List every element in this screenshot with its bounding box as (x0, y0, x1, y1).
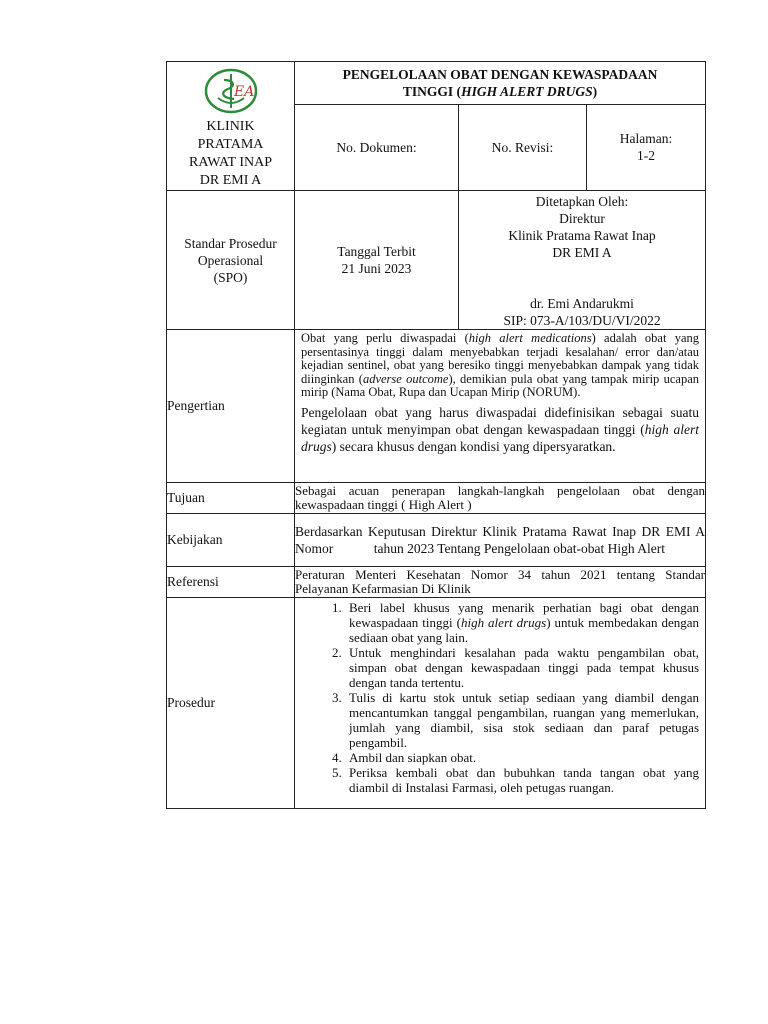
document-title (295, 62, 706, 105)
tanggal-terbit-cell (295, 191, 459, 330)
halaman-cell (587, 104, 706, 190)
pengertian-label: Pengertian (167, 330, 295, 483)
spo-label-line: Operasional (197, 252, 264, 268)
halaman-label: Halaman: (619, 131, 673, 147)
prosedur-label: Prosedur (167, 598, 295, 809)
prosedur-steps-list (295, 598, 705, 797)
pengertian-content (295, 330, 706, 483)
tujuan-text: Sebagai acuan penerapan langkah-langkah pengelolaan obat dengan kewaspadaan tinggi ( High Alert ) (295, 483, 706, 512)
spo-label-line: (SPO) (213, 269, 248, 285)
clinic-name-line: PRATAMA (197, 137, 264, 152)
italic-term: high alert medications (468, 331, 592, 345)
tujuan-label: Tujuan (167, 483, 295, 514)
kebijakan-label: Kebijakan (167, 514, 295, 567)
text-segment: Tulis di kartu stok untuk setiap sediaan yang diambil dengan mencantumkan tanggal pengambilan, ruangan yang memerlukan, jumlah yang diambil, sisa stok sediaan dan paraf petugas pengambil. (349, 690, 700, 750)
pengertian-paragraph-1 (295, 330, 705, 402)
kebijakan-text: Berdasarkan Keputusan Direktur Klinik Pratama Rawat Inap DR EMI A Nomor tahun 2023 Tentang Pengelolaan obat-obat High Alert (295, 514, 706, 567)
referensi-text: Peraturan Menteri Kesehatan Nomor 34 tahun 2021 tentang Standar Pelayanan Kefarmasian Di Klinik (295, 567, 706, 596)
spo-document-table (166, 61, 706, 809)
spo-label-cell (167, 191, 295, 330)
prosedur-step (345, 750, 699, 765)
prosedur-step (345, 645, 699, 690)
text-segment: Periksa kembali obat dan bubuhkan tanda tangan obat yang diambil di Instalasi Farmasi, oleh petugas ruangan. (349, 765, 700, 795)
halaman-value: 1-2 (637, 148, 655, 164)
prosedur-step (345, 690, 699, 750)
clinic-name (189, 118, 272, 190)
text-segment: ) adalah obat yang persentasinya tinggi dalam menyebabkan terjadi kesalahan/ error dan/atau kejadian sentinel, obat yang beresiko tinggi menyebabkan dampak yang tidak diinginkan ( (301, 331, 700, 386)
spo-label-line: Standar Prosedur (184, 235, 277, 251)
tanggal-terbit-value: 21 Juni 2023 (341, 261, 412, 276)
prosedur-step (345, 765, 699, 795)
text-segment: Beri label khusus yang menarik perhatian bagi obat dengan kewaspadaan tinggi ( (349, 600, 700, 630)
text-segment: Pengelolaan obat yang harus diwaspadai didefinisikan sebagai suatu kegiatan untuk menyimpan obat dengan kewaspadaan tinggi ( (301, 404, 700, 437)
ditetapkan-oleh: Ditetapkan Oleh: (535, 194, 629, 209)
clinic-name-line: DR EMI A (199, 173, 262, 188)
text-segment: ) secara khusus dengan kondisi yang dipersyaratkan. (331, 438, 616, 454)
italic-term: adverse outcome (362, 371, 449, 386)
title-line-2: TINGGI (HIGH ALERT DRUGS) (402, 83, 598, 99)
klinik-label: Klinik Pratama Rawat Inap (508, 228, 656, 243)
no-revisi-label: No. Revisi: (459, 104, 587, 190)
referensi-label: Referensi (167, 567, 295, 598)
text-segment: ), demikian pula obat yang tampak mirip ucapan mirip (Nama Obat, Rupa dan Ucapan Mirip (NORUM). (301, 371, 699, 399)
signer-name: dr. Emi Andarukmi (530, 296, 634, 311)
title-line-1: PENGELOLAAN OBAT DENGAN KEWASPADAAN (342, 66, 658, 82)
prosedur-content (295, 598, 706, 809)
italic-term: high alert drugs (301, 421, 700, 454)
logo-letters: EA (233, 84, 254, 100)
direktur-label: Direktur (559, 211, 605, 226)
clinic-logo-icon (204, 68, 258, 114)
text-segment: Obat yang perlu diwaspadai ( (301, 331, 469, 345)
text-segment: Untuk menghindari kesalahan pada waktu pengambilan obat, simpan obat dengan kewaspadaan tinggi pada tempat khusus dengan tanda tertentu. (349, 645, 700, 690)
approval-cell (459, 191, 706, 330)
no-dokumen-label: No. Dokumen: (295, 104, 459, 190)
text-segment: ) untuk membedakan dengan sediaan obat yang lain. (349, 615, 699, 645)
klinik-name: DR EMI A (552, 245, 612, 260)
clinic-name-line: KLINIK (206, 119, 255, 134)
text-segment: Ambil dan siapkan obat. (349, 750, 477, 765)
tanggal-terbit-label: Tanggal Terbit (337, 244, 416, 259)
prosedur-step (345, 600, 699, 645)
sip-number: SIP: 073-A/103/DU/VI/2022 (503, 313, 661, 328)
pengertian-paragraph-2 (295, 402, 705, 457)
clinic-header-cell (167, 62, 295, 191)
italic-term: high alert drugs (460, 615, 547, 630)
signature-space (459, 261, 705, 295)
clinic-name-line: RAWAT INAP (188, 155, 272, 170)
